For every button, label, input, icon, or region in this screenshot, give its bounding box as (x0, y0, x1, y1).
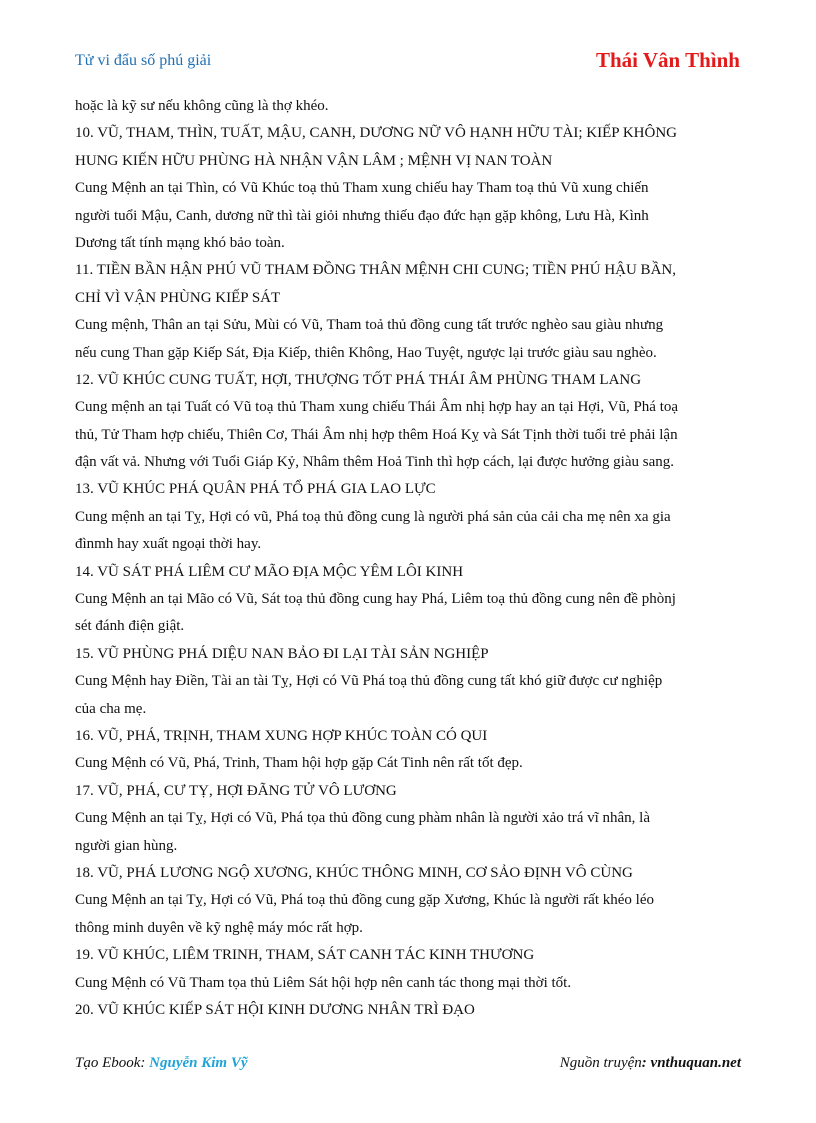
text-line: Cung Mệnh an tại Tỵ, Hợi có Vũ, Phá tọa thủ đồng cung phàm nhân là người xảo trá vĩ nhân, là (75, 810, 651, 827)
author-name: Thái Vân Thình (596, 48, 740, 72)
text-line: thủ, Tử Tham hợp chiếu, Thiên Cơ, Thái Âm nhị hợp thêm Hoá Kỵ và Sát Tịnh thời tuổi trẻ phải lận (75, 426, 678, 443)
document-body (75, 93, 745, 1024)
text-line: Cung Mệnh an tại Tỵ, Hợi có Vũ, Phá toạ thủ đồng cung gặp Xương, Khúc là người rất khéo léo (75, 892, 654, 909)
text-line: người tuổi Mậu, Canh, dương nữ thì tài giỏi nhưng thiếu đạo đức hạn gặp không, Lưu Hà, Kình (75, 207, 649, 224)
source-credit-separator: : (641, 1055, 651, 1071)
section-heading: 15. VŨ PHÙNG PHÁ DIỆU NAN BẢO ĐI LẠI TÀI SẢN NGHIỆP (75, 645, 489, 662)
ebook-creator-name: Nguyễn Kim Vỹ (149, 1055, 248, 1071)
section-heading: 16. VŨ, PHÁ, TRỊNH, THAM XUNG HỢP KHÚC TOÀN CÓ QUI (75, 727, 488, 744)
section-heading: 12. VŨ KHÚC CUNG TUẤT, HỢI, THƯỢNG TỐT PHÁ THÁI ÂM PHÙNG THAM LANG (75, 371, 642, 388)
book-title: Tử vi đẩu số phú giải (75, 52, 212, 69)
section-heading: 14. VŨ SÁT PHÁ LIÊM CƯ MÃO ĐỊA MỘC YÊM LÔI KINH (75, 563, 464, 580)
text-line: đìnmh hay xuất ngoại thời hay. (75, 536, 262, 553)
source-site: vnthuquan.net (650, 1055, 741, 1071)
section-heading: HUNG KIẾN HỮU PHÙNG HÀ NHẬN VẬN LÂM ; MỆNH VỊ NAN TOÀN (75, 152, 553, 169)
page-header (75, 48, 740, 76)
text-line: Dương tất tính mạng khó bảo toàn. (75, 234, 285, 251)
text-line: đận vất vả. Nhưng với Tuổi Giáp Kỷ, Nhâm thêm Hoả Tinh thì hợp cách, lại được hưởng giàu sang. (75, 454, 674, 471)
section-heading: 13. VŨ KHÚC PHÁ QUÂN PHÁ TỔ PHÁ GIA LAO LỰC (75, 481, 436, 498)
text-line: sét đánh điện giật. (75, 618, 185, 635)
section-heading: 20. VŨ KHÚC KIẾP SÁT HỘI KINH DƯƠNG NHÂN TRÌ ĐẠO (75, 1001, 475, 1018)
text-line: hoặc là kỹ sư nếu không cũng là thợ khéo. (75, 98, 329, 114)
ebook-credit-separator: : (140, 1055, 150, 1071)
section-heading: 19. VŨ KHÚC, LIÊM TRINH, THAM, SÁT CANH TÁC KINH THƯƠNG (75, 947, 535, 964)
text-line: Cung Mệnh có Vũ Tham tọa thủ Liêm Sát hội hợp nên canh tác thong mại thời tốt. (75, 974, 572, 991)
text-line: Cung mệnh an tại Tuất có Vũ toạ thủ Tham xung chiếu Thái Âm nhị hợp hay an tại Hợi, Vũ, Phá toạ (75, 399, 679, 416)
text-line: người gian hùng. (75, 837, 178, 854)
text-line: nếu cung Than gặp Kiếp Sát, Địa Kiếp, thiên Không, Hao Tuyệt, ngược lại trước giàu sau nghèo. (75, 344, 657, 361)
section-heading: CHỈ VÌ VẬN PHÙNG KIẾP SÁT (75, 289, 281, 306)
text-line: thông minh duyên về kỹ nghệ máy móc rất hợp. (75, 919, 363, 936)
section-heading: 18. VŨ, PHÁ LƯƠNG NGỘ XƯƠNG, KHÚC THÔNG MINH, CƠ SẢO ĐỊNH VÔ CÙNG (75, 864, 633, 881)
text-line: Cung Mệnh hay Điền, Tài an tài Tỵ, Hợi có Vũ Phá toạ thủ đồng cung tất khó giữ được cư nghiệp (75, 673, 663, 690)
ebook-credit-label: Tạo Ebook (75, 1055, 141, 1071)
text-line: của cha mẹ. (75, 700, 147, 717)
text-line: Cung Mệnh có Vũ, Phá, Trinh, Tham hội hợp gặp Cát Tinh nên rất tốt đẹp. (75, 755, 523, 772)
text-line: Cung Mệnh an tại Thìn, có Vũ Khúc toạ thủ Tham xung chiếu hay Tham toạ thủ Vũ xung chiến (75, 180, 649, 197)
section-heading: 17. VŨ, PHÁ, CƯ TỴ, HỢI ĐÃNG TỬ VÔ LƯƠNG (75, 782, 397, 799)
text-line: Cung mệnh an tại Tỵ, Hợi có vũ, Phá toạ thủ đồng cung là người phá sản của cải cha mẹ nên xa gia (75, 508, 671, 525)
text-line: Cung Mệnh an tại Mão có Vũ, Sát toạ thủ đồng cung hay Phá, Liêm toạ thủ đồng cung nên đề phònj (75, 591, 676, 608)
section-heading: 11. TIỀN BẦN HẬN PHÚ VŨ THAM ĐỒNG THÂN MỆNH CHI CUNG; TIỀN PHÚ HẬU BẦN, (75, 262, 676, 279)
section-heading: 10. VŨ, THAM, THÌN, TUẤT, MẬU, CANH, DƯƠNG NỮ VÔ HẠNH HỮU TÀI; KIẾP KHÔNG (75, 125, 677, 142)
source-credit (560, 1055, 741, 1072)
text-line: Cung mệnh, Thân an tại Sửu, Mùi có Vũ, Tham toả thủ đồng cung tất trước nghèo sau giàu nhưng (75, 317, 664, 334)
ebook-credit (75, 1055, 248, 1072)
source-credit-label: Nguồn truyện (559, 1055, 642, 1071)
